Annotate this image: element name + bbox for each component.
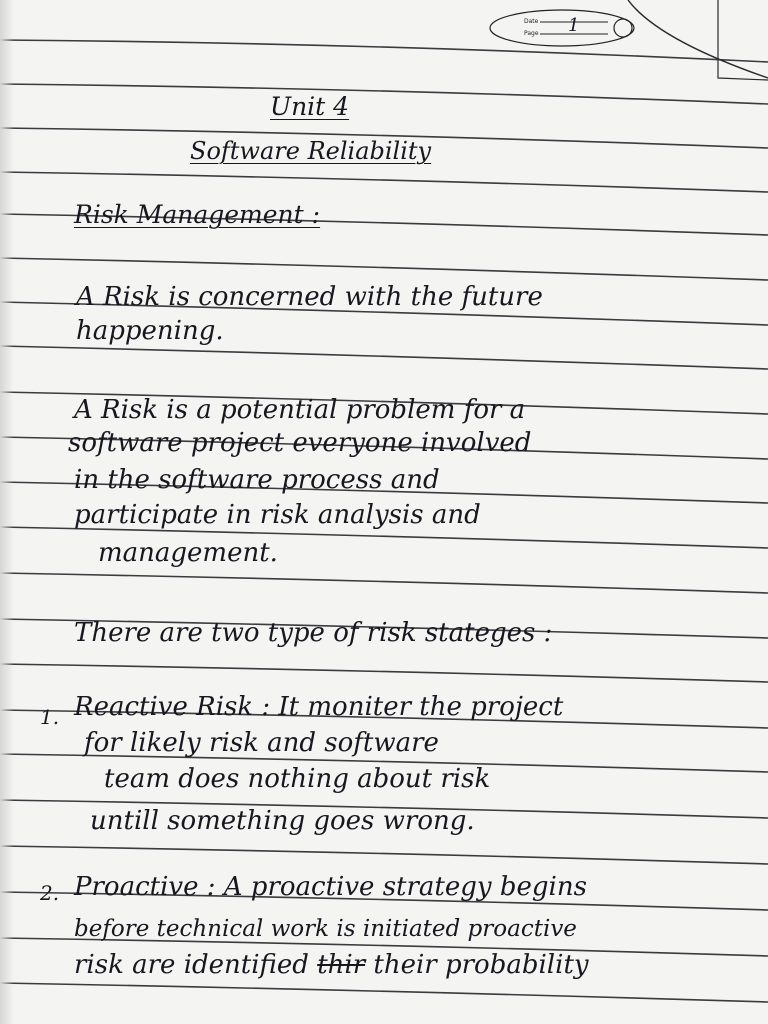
item2-number: 2.	[40, 881, 60, 905]
page-margin	[0, 0, 14, 1024]
para2-line5: management.	[98, 538, 278, 568]
item2-struck-word: thir	[317, 950, 366, 980]
item2-line3-end: their probability	[373, 950, 589, 980]
para1-line1: A Risk is concerned with the future	[76, 282, 543, 312]
item1-line1: Reactive Risk : It moniter the project	[74, 692, 564, 722]
date-page-stamp	[488, 6, 640, 50]
item1-line4: untill something goes wrong.	[90, 806, 475, 836]
item1-line2: for likely risk and software	[84, 728, 439, 758]
para2-line1: A Risk is a potential problem for a	[74, 395, 526, 425]
item1-line3: team does nothing about risk	[104, 764, 491, 794]
para2-line4: participate in risk analysis and	[74, 500, 481, 530]
subject-title: Software Reliability	[190, 137, 432, 165]
item2-line3	[74, 950, 589, 980]
stamp-page-number: 1	[568, 15, 580, 36]
para1-line2: happening.	[76, 316, 224, 346]
risk-strategies-intro: There are two type of risk stateges :	[74, 618, 553, 648]
item2-line3-start: risk are identified	[74, 950, 309, 980]
para2-line3: in the software process and	[74, 465, 440, 495]
unit-title: Unit 4	[270, 92, 350, 121]
stamp-date-label: Date	[524, 18, 539, 25]
item1-number: 1.	[40, 705, 60, 729]
stamp-page-label: Page	[524, 30, 539, 37]
para2-line2: software project everyone involved	[68, 428, 532, 458]
section-heading: Risk Management :	[74, 200, 321, 229]
item2-line2: before technical work is initiated proactive	[74, 916, 577, 942]
item2-line1: Proactive : A proactive strategy begins	[74, 872, 587, 902]
